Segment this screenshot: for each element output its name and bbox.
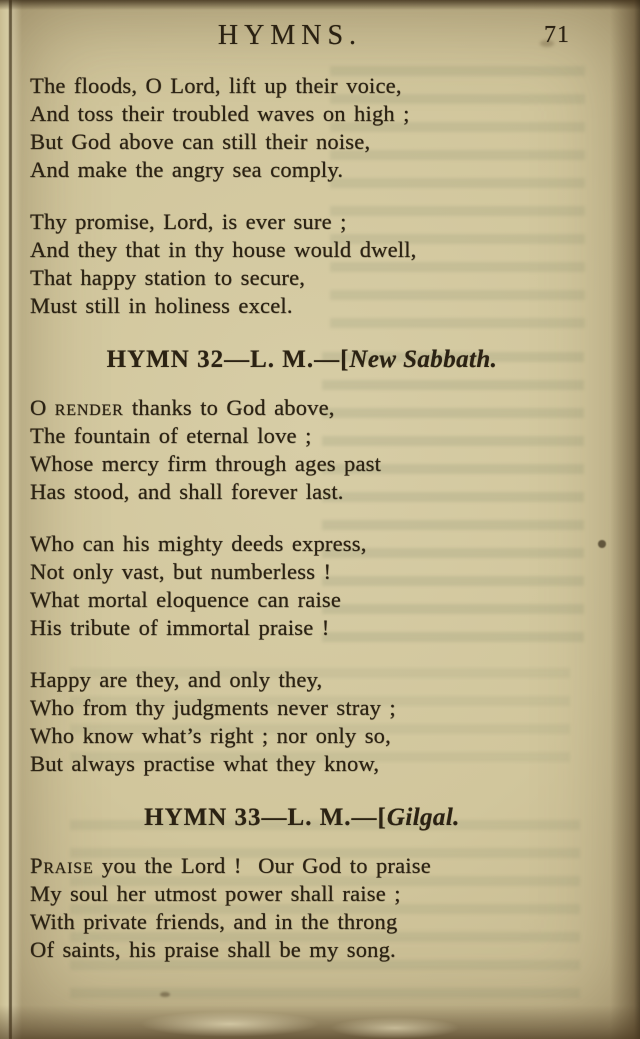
verse-line: Must still in holiness excel. [30,293,293,318]
verse-line: Whose mercy firm through ages past [30,451,382,476]
hymn-33-heading [0,802,604,834]
verse-line: With private friends, and in the throng [30,909,398,934]
page-number: 71 [544,22,570,48]
stanza [30,666,640,778]
verse-text: HYMN 32—L. M.—[ [106,346,350,373]
tune-name: Gilgal. [386,804,460,831]
verse-line: Who can his mighty deeds express, [30,531,367,556]
verse-text: render [54,395,124,420]
paper-wear-spot [330,1017,460,1039]
verse-line: What mortal eloquence can raise [30,587,342,612]
verse-line: But always practise what they know, [30,751,380,776]
verse-text: Praise [30,853,94,878]
verse-text: HYMN 33—L. M.—[ [144,804,387,831]
stanza [30,852,640,964]
verse-line: Happy are they, and only they, [30,667,323,692]
verse-text: you the Lord ! Our God to praise [93,853,431,878]
verse-line: Of saints, his praise shall be my song. [30,937,396,962]
stanza [30,72,640,184]
verse-line: That happy station to secure, [30,265,306,290]
page-content [0,72,640,988]
verse-line: The fountain of eternal love ; [30,423,312,448]
verse-line: Who from thy judgments never stray ; [30,695,396,720]
verse-line [30,852,640,880]
verse-line: Not only vast, but numberless ! [30,559,332,584]
verse-line: Thy promise, Lord, is ever sure ; [30,209,347,234]
page-edge-top [0,0,640,10]
paper-wear-spot [140,1011,320,1037]
verse-line: But God above can still their noise, [30,129,371,154]
verse-line: And toss their troubled waves on high ; [30,101,410,126]
verse-text: thanks to God above, [123,395,335,420]
stanza [30,394,640,506]
verse-line: The floods, O Lord, lift up their voice, [30,73,402,98]
running-title: HYMNS. [217,20,363,51]
page-edge-bottom [0,1005,640,1039]
verse-line: Has stood, and shall forever last. [30,479,344,504]
verse-line: My soul her utmost power shall raise ; [30,881,401,906]
tune-name: New Sabbath. [349,346,498,373]
hymn-32-heading [0,344,604,376]
verse-text: O [30,395,55,420]
stanza [30,530,640,642]
page-header [0,20,640,60]
verse-line: And they that in thy house would dwell, [30,237,417,262]
verse-line [30,394,640,422]
verse-line: Who know what’s right ; nor only so, [30,723,391,748]
stanza [30,208,640,320]
verse-line: His tribute of immortal praise ! [30,615,330,640]
ink-speck [160,992,170,997]
verse-line: And make the angry sea comply. [30,157,344,182]
